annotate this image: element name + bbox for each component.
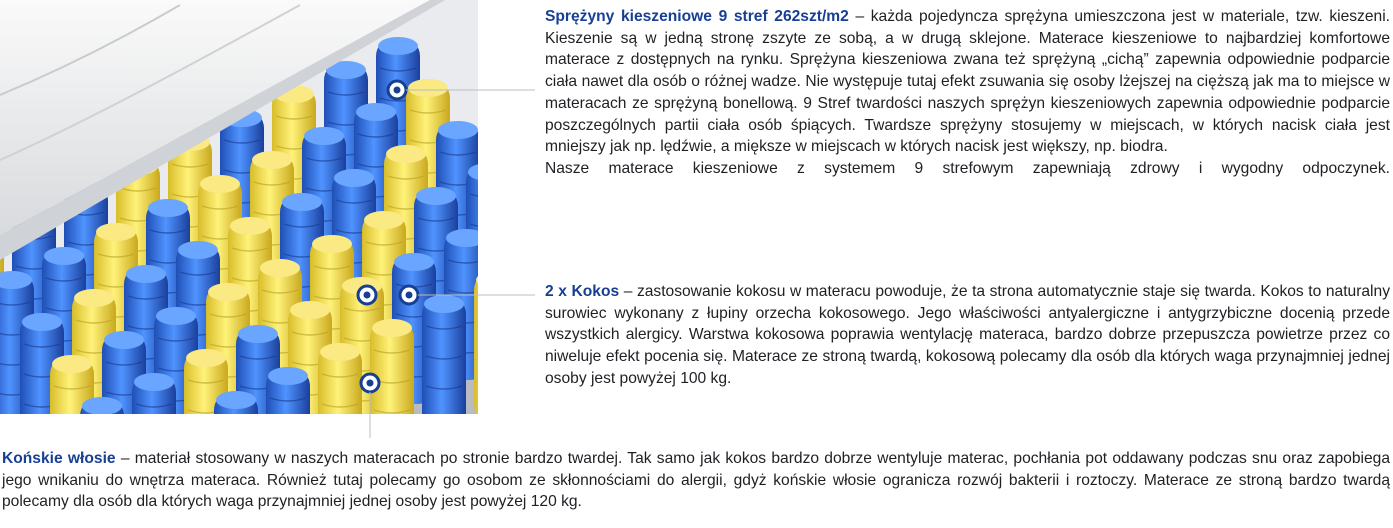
illustration-layers	[0, 0, 480, 440]
blue-pocket-spring	[266, 367, 310, 440]
horsehair-description	[2, 448, 1390, 513]
yellow-pocket-spring	[474, 271, 480, 422]
marker-springs	[388, 81, 406, 99]
yellow-pocket-spring	[162, 415, 206, 440]
blue-pocket-spring	[80, 397, 124, 440]
horsehair-text: – materiał stosowany w naszych materacach po stronie bardzo twardej. Tak samo jak kokos bardzo dobrze wentyluje materac, pochłania pot oddawany podczas snu oraz zapobiega jego wnikaniu do wnętrza materaca. Również tutaj polecamy go osobom ze skłonnościami do alergii, gdyż końskie włosie ogranicza rozwój bakterii i roztoczy. Materace ze stroną bardzo twardą polecamy dla osób dla których waga przynajmniej jednej osoby jest powyżej 120 kg.	[2, 450, 1390, 511]
yellow-pocket-spring	[318, 343, 362, 440]
pocket-springs-heading: Sprężyny kieszeniowe 9 stref 262szt/m2	[545, 8, 849, 25]
marker-coconut-left	[358, 286, 376, 304]
pocket-springs-summary: Nasze materace kieszeniowe z systemem 9 strefowym zapewniają zdrowy i wygodny odpoczynek.	[545, 159, 1390, 177]
coconut-text: – zastosowanie kokosu w materacu powoduje, że ta strona automatycznie staje się twarda. Kokos to naturalny surowiec wykonany z łupiny orzecha kokosowego. Jego właściwości antyalergiczne i antygrzybiczne docenią przede wszystkich alergicy. Warstwa kokosowa poprawia wentylację materaca, bardzo dobrze przepuszcza powietrze przez co niweluje efekt pocenia się. Materace ze stroną twardą, kokosową polecamy dla osób dla których waga przynajmniej jednej osoby jest powyżej 100 kg.	[545, 283, 1390, 387]
blue-pocket-spring	[422, 295, 466, 440]
horsehair-heading: Końskie włosie	[2, 450, 116, 467]
coconut-description	[545, 281, 1390, 390]
coconut-heading: 2 x Kokos	[545, 283, 620, 300]
yellow-pocket-spring	[50, 355, 94, 440]
pocket-springs-description	[545, 6, 1390, 180]
blue-pocket-spring	[132, 373, 176, 440]
blue-pocket-spring	[214, 391, 258, 440]
marker-horsehair	[361, 374, 379, 392]
mattress-cross-section-illustration	[0, 0, 480, 440]
pocket-springs-text: – każda pojedyncza sprężyna umieszczona jest w materiale, tzw. kieszeni. Kieszenie są w jedną stronę zszyte ze sobą, a w drugą sklejone. Materace kieszeniowe to najbardziej komfortowe materace z dostępnych na rynku. Sprężyna kieszeniowa zwana też sprężyną „cichą” zapewnia odpowiednie podparcie ciała nawet dla osób o różnej wadze. Nie występuje tutaj efekt zsuwania się osoby lżejszej na cięższą jak ma to miejsce w materacach ze sprężyną bonellową. 9 Stref twardości naszych sprężyn kieszeniowych zapewnia odpowiednie podparcie poszczególnych partii ciała osób śpiących. Twardsze sprężyny stosujemy w miejscach, w których nacisk ciała jest mniejszy jak np. lędźwie, a miększe w miejscach w których nacisk jest większy, np. biodra.	[545, 8, 1390, 156]
marker-coconut-right	[400, 286, 418, 304]
